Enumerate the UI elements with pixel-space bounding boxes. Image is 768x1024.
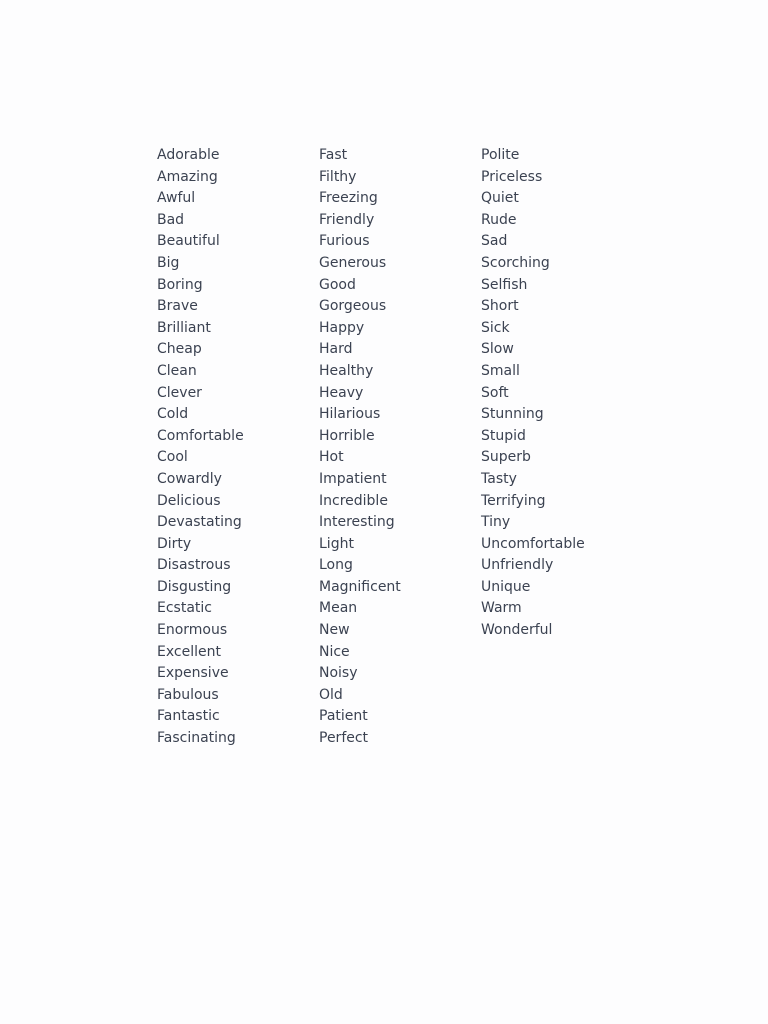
word-item: Fantastic (157, 708, 220, 725)
word-item: Hilarious (319, 406, 381, 423)
word-item: Cowardly (157, 470, 222, 487)
word-item: Awful (157, 190, 196, 207)
word-item: Excellent (157, 643, 221, 660)
word-item: Disastrous (157, 557, 231, 574)
word-item: Hard (319, 341, 353, 358)
word-item: Light (319, 535, 354, 552)
word-item: Unique (481, 578, 531, 595)
word-item: Generous (319, 254, 387, 271)
word-item: Clever (157, 384, 202, 401)
word-item: New (319, 622, 350, 639)
word-item: Fabulous (157, 686, 219, 703)
word-item: Priceless (481, 168, 543, 185)
word-item: Tasty (481, 470, 517, 487)
word-column-3 (481, 145, 621, 750)
word-column-1 (157, 145, 319, 750)
word-item: Expensive (157, 665, 229, 682)
word-item: Brave (157, 298, 198, 315)
word-item: Comfortable (157, 427, 244, 444)
word-item: Enormous (157, 622, 228, 639)
word-item: Old (319, 686, 343, 703)
word-item: Perfect (319, 730, 369, 747)
word-item: Warm (481, 600, 522, 617)
word-item: Fascinating (157, 730, 236, 747)
word-item: Delicious (157, 492, 221, 509)
word-item: Friendly (319, 211, 375, 228)
word-item: Cold (157, 406, 189, 423)
word-item: Terrifying (481, 492, 546, 509)
word-item: Devastating (157, 514, 242, 531)
word-item: Stunning (481, 406, 544, 423)
word-item: Short (481, 298, 519, 315)
word-item: Slow (481, 341, 514, 358)
word-item: Small (481, 362, 520, 379)
word-item: Happy (319, 319, 365, 336)
word-column-2 (319, 145, 481, 750)
word-item: Quiet (481, 190, 519, 207)
word-item: Mean (319, 600, 358, 617)
word-item: Magnificent (319, 578, 401, 595)
word-item: Long (319, 557, 353, 574)
word-item: Wonderful (481, 622, 553, 639)
word-item: Cheap (157, 341, 202, 358)
word-item: Uncomfortable (481, 535, 585, 552)
word-item: Noisy (319, 665, 358, 682)
word-item: Horrible (319, 427, 375, 444)
word-item: Sad (481, 233, 508, 250)
word-item: Amazing (157, 168, 218, 185)
word-item: Furious (319, 233, 370, 250)
word-item: Ecstatic (157, 600, 212, 617)
word-item: Gorgeous (319, 298, 387, 315)
word-item: Nice (319, 643, 350, 660)
word-item: Disgusting (157, 578, 232, 595)
word-item: Tiny (481, 514, 511, 531)
word-item: Incredible (319, 492, 388, 509)
word-item: Polite (481, 147, 520, 163)
word-item: Freezing (319, 190, 378, 207)
word-item: Sick (481, 319, 510, 336)
word-item: Stupid (481, 427, 526, 444)
word-item: Big (157, 254, 180, 271)
word-item: Brilliant (157, 319, 211, 336)
word-item: Filthy (319, 168, 357, 185)
adjective-list (157, 145, 621, 750)
word-item: Soft (481, 384, 509, 401)
word-item: Heavy (319, 384, 364, 401)
word-item: Scorching (481, 254, 550, 271)
word-item: Patient (319, 708, 368, 725)
word-item: Clean (157, 362, 197, 379)
word-item: Dirty (157, 535, 192, 552)
word-item: Cool (157, 449, 188, 466)
word-item: Healthy (319, 362, 374, 379)
word-item: Selfish (481, 276, 528, 293)
word-item: Adorable (157, 147, 220, 163)
word-item: Hot (319, 449, 344, 466)
word-item: Impatient (319, 470, 387, 487)
word-item: Good (319, 276, 356, 293)
word-item: Beautiful (157, 233, 220, 250)
word-item: Superb (481, 449, 531, 466)
word-item: Interesting (319, 514, 395, 531)
word-item: Unfriendly (481, 557, 554, 574)
word-item: Bad (157, 211, 185, 228)
word-item: Rude (481, 211, 517, 228)
word-item: Fast (319, 147, 348, 163)
word-item: Boring (157, 276, 203, 293)
